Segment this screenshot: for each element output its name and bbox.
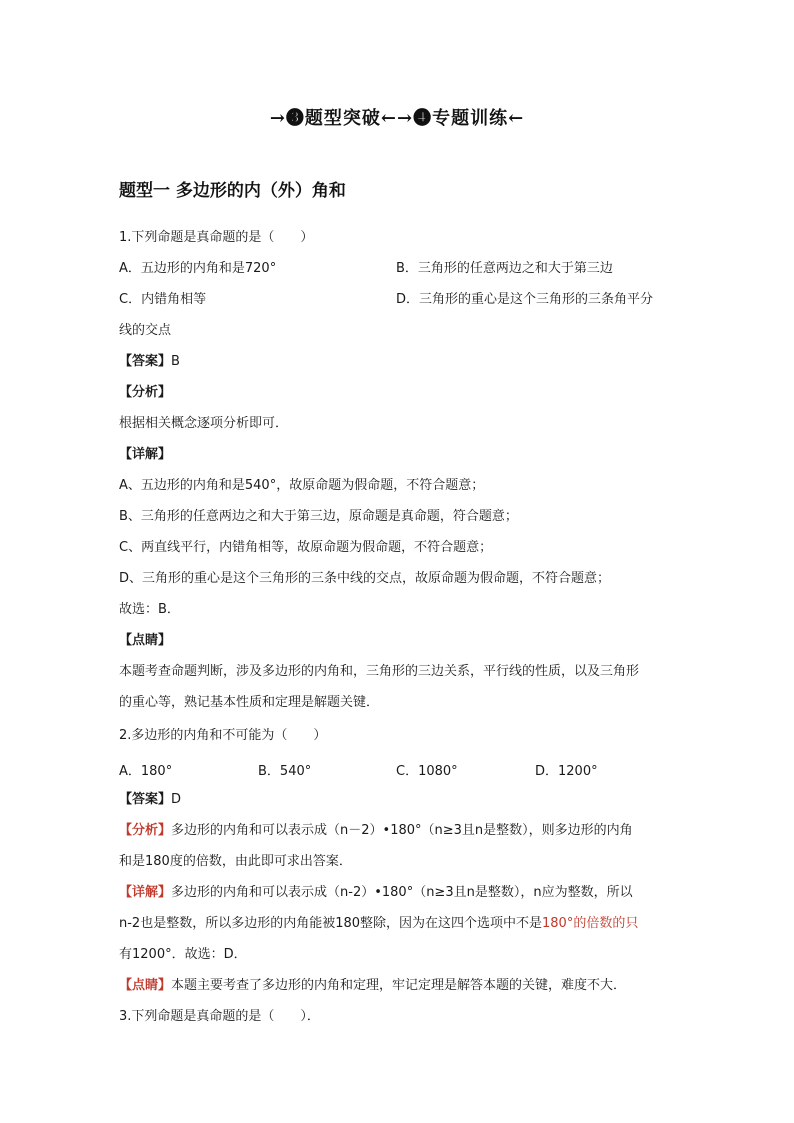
q1-detail-c: C、两直线平行，内错角相等，故原命题为假命题，不符合题意；	[119, 540, 493, 555]
q2-detail-line-2	[119, 915, 638, 933]
detail-text: n-2也是整数，所以多边形的内角能被180整除，因为在这四个选项中不是	[119, 916, 543, 931]
q1-comment-label: 【点睛】	[119, 633, 172, 648]
analysis-label: 【分析】	[119, 823, 172, 838]
q1-option-d-continued: 线的交点	[119, 323, 172, 338]
q2-option-d: D．1200°	[535, 764, 598, 779]
q1-option-a: A．五边形的内角和是720°	[119, 261, 277, 276]
detail-label: 【详解】	[119, 885, 172, 900]
q2-option-c: C．1080°	[396, 764, 458, 779]
q1-analysis-label: 【分析】	[119, 385, 172, 400]
q1-detail-d: D、三角形的重心是这个三角形的三条中线的交点，故原命题为假命题，不符合题意；	[119, 571, 611, 586]
q1-detail-a: A、五边形的内角和是540°，故原命题为假命题，不符合题意；	[119, 478, 485, 493]
detail-text: 多边形的内角和可以表示成（n-2）•180°（n≥3且n是整数），n应为整数，所以	[171, 885, 633, 900]
q1-stem: 1.下列命题是真命题的是（ ）	[119, 230, 314, 245]
comment-text: 本题主要考查了多边形的内角和定理，牢记定理是解答本题的关键，难度不大．	[171, 978, 627, 993]
answer-label: 【答案】	[119, 354, 172, 369]
q2-detail-line-1	[119, 884, 633, 902]
answer-label: 【答案】	[119, 792, 172, 807]
q1-comment-line-2: 的重心等，熟记基本性质和定理是解题关键．	[119, 695, 380, 710]
q1-answer	[119, 353, 180, 371]
q1-choose: 故选：B．	[119, 602, 180, 617]
q2-stem: 2.多边形的内角和不可能为（ ）	[119, 728, 327, 743]
q3-stem: 3.下列命题是真命题的是（ ）．	[119, 1009, 320, 1024]
q2-detail-line-3: 有1200°．故选：D．	[119, 947, 247, 962]
q1-option-c: C．内错角相等	[119, 292, 207, 307]
banner-heading: →❸题型突破←→❹专题训练←	[269, 108, 525, 129]
q1-option-b: B．三角形的任意两边之和大于第三边	[396, 261, 613, 276]
q2-answer	[119, 791, 181, 809]
q1-detail-label: 【详解】	[119, 447, 172, 462]
q2-option-b: B．540°	[258, 764, 312, 779]
answer-value: B	[171, 354, 180, 369]
section-title: 题型一 多边形的内（外）角和	[119, 181, 346, 201]
q2-analysis-line-2: 和是180度的倍数，由此即可求出答案．	[119, 854, 352, 869]
q1-comment-line-1: 本题考查命题判断，涉及多边形的内角和，三角形的三边关系，平行线的性质，以及三角形	[119, 664, 640, 679]
q1-option-d: D．三角形的重心是这个三角形的三条角平分	[396, 292, 654, 307]
q2-comment	[119, 977, 626, 995]
comment-label: 【点睛】	[119, 978, 172, 993]
q2-analysis-line-1	[119, 822, 633, 840]
q2-option-a: A．180°	[119, 764, 173, 779]
answer-value: D	[171, 792, 182, 807]
q1-detail-b: B、三角形的任意两边之和大于第三边，原命题是真命题，符合题意；	[119, 509, 518, 524]
analysis-text: 多边形的内角和可以表示成（n－2）•180°（n≥3且n是整数），则多边形的内角	[171, 823, 633, 838]
q1-analysis-text: 根据相关概念逐项分析即可．	[119, 416, 289, 431]
detail-highlight: 180°的倍数的只	[542, 916, 639, 931]
